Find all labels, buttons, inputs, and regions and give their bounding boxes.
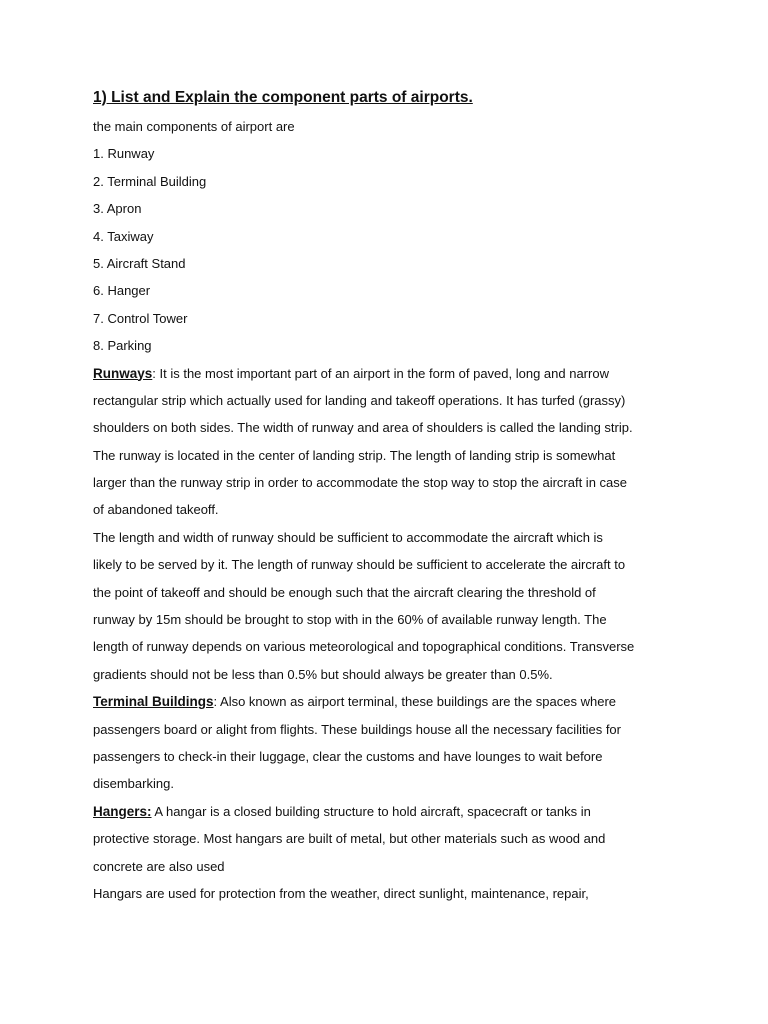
paragraph-line <box>93 688 653 715</box>
paragraph-line: runway by 15m should be brought to stop with in the 60% of available runway length. The <box>93 612 607 628</box>
paragraph-line: concrete are also used <box>93 858 225 874</box>
paragraph-line: Hangars are used for protection from the weather, direct sunlight, maintenance, repair, <box>93 885 589 901</box>
paragraph-line: the point of takeoff and should be enough such that the aircraft clearing the threshold of <box>93 584 596 600</box>
document-page <box>93 86 653 907</box>
paragraph-line: The runway is located in the center of landing strip. The length of landing strip is somewhat <box>93 447 616 463</box>
paragraph-line: protective storage. Most hangars are built of metal, but other materials such as wood and <box>93 831 606 847</box>
section-title-runways: Runways <box>93 365 153 381</box>
hangers-section <box>93 798 653 908</box>
list-item: 5. Aircraft Stand <box>93 255 186 271</box>
paragraph-line: The length and width of runway should be sufficient to accommodate the aircraft which is <box>93 529 603 545</box>
component-list <box>93 140 653 359</box>
runways-section <box>93 360 653 689</box>
document-heading: 1) List and Explain the component parts of airports. <box>93 89 473 106</box>
paragraph-line: rectangular strip which actually used for landing and takeoff operations. It has turfed (grassy) <box>93 392 626 408</box>
paragraph-line: passengers to check-in their luggage, clear the customs and have lounges to wait before <box>93 748 603 764</box>
paragraph-text: : It is the most important part of an airport in the form of paved, long and narrow <box>152 365 609 381</box>
paragraph-line: shoulders on both sides. The width of runway and area of shoulders is called the landing strip. <box>93 420 633 436</box>
paragraph-line: length of runway depends on various meteorological and topographical conditions. Transverse <box>93 639 635 655</box>
list-item: 6. Hanger <box>93 283 151 299</box>
paragraph-line: likely to be served by it. The length of runway should be sufficient to accelerate the aircraft to <box>93 557 626 573</box>
list-item: 7. Control Tower <box>93 310 188 326</box>
list-item: 1. Runway <box>93 146 155 162</box>
terminal-section <box>93 688 653 798</box>
paragraph-line: passengers board or alight from flights. These buildings house all the necessary facilities for <box>93 721 621 737</box>
paragraph-line: larger than the runway strip in order to accommodate the stop way to stop the aircraft in case <box>93 475 627 491</box>
paragraph-line: gradients should not be less than 0.5% but should always be greater than 0.5%. <box>93 666 553 682</box>
paragraph-text: A hangar is a closed building structure to hold aircraft, spacecraft or tanks in <box>151 803 591 819</box>
paragraph-line <box>93 798 653 825</box>
list-item: 2. Terminal Building <box>93 173 207 189</box>
intro-text: the main components of airport are <box>93 119 295 134</box>
section-title-hangers: Hangers: <box>93 803 152 819</box>
list-item: 4. Taxiway <box>93 228 154 244</box>
paragraph-line <box>93 360 653 387</box>
section-title-terminal: Terminal Buildings <box>93 694 214 710</box>
paragraph-line: of abandoned takeoff. <box>93 502 219 518</box>
list-item: 3. Apron <box>93 201 142 217</box>
paragraph-line: disembarking. <box>93 776 174 792</box>
list-item: 8. Parking <box>93 338 152 354</box>
paragraph-text: : Also known as airport terminal, these buildings are the spaces where <box>213 694 617 710</box>
